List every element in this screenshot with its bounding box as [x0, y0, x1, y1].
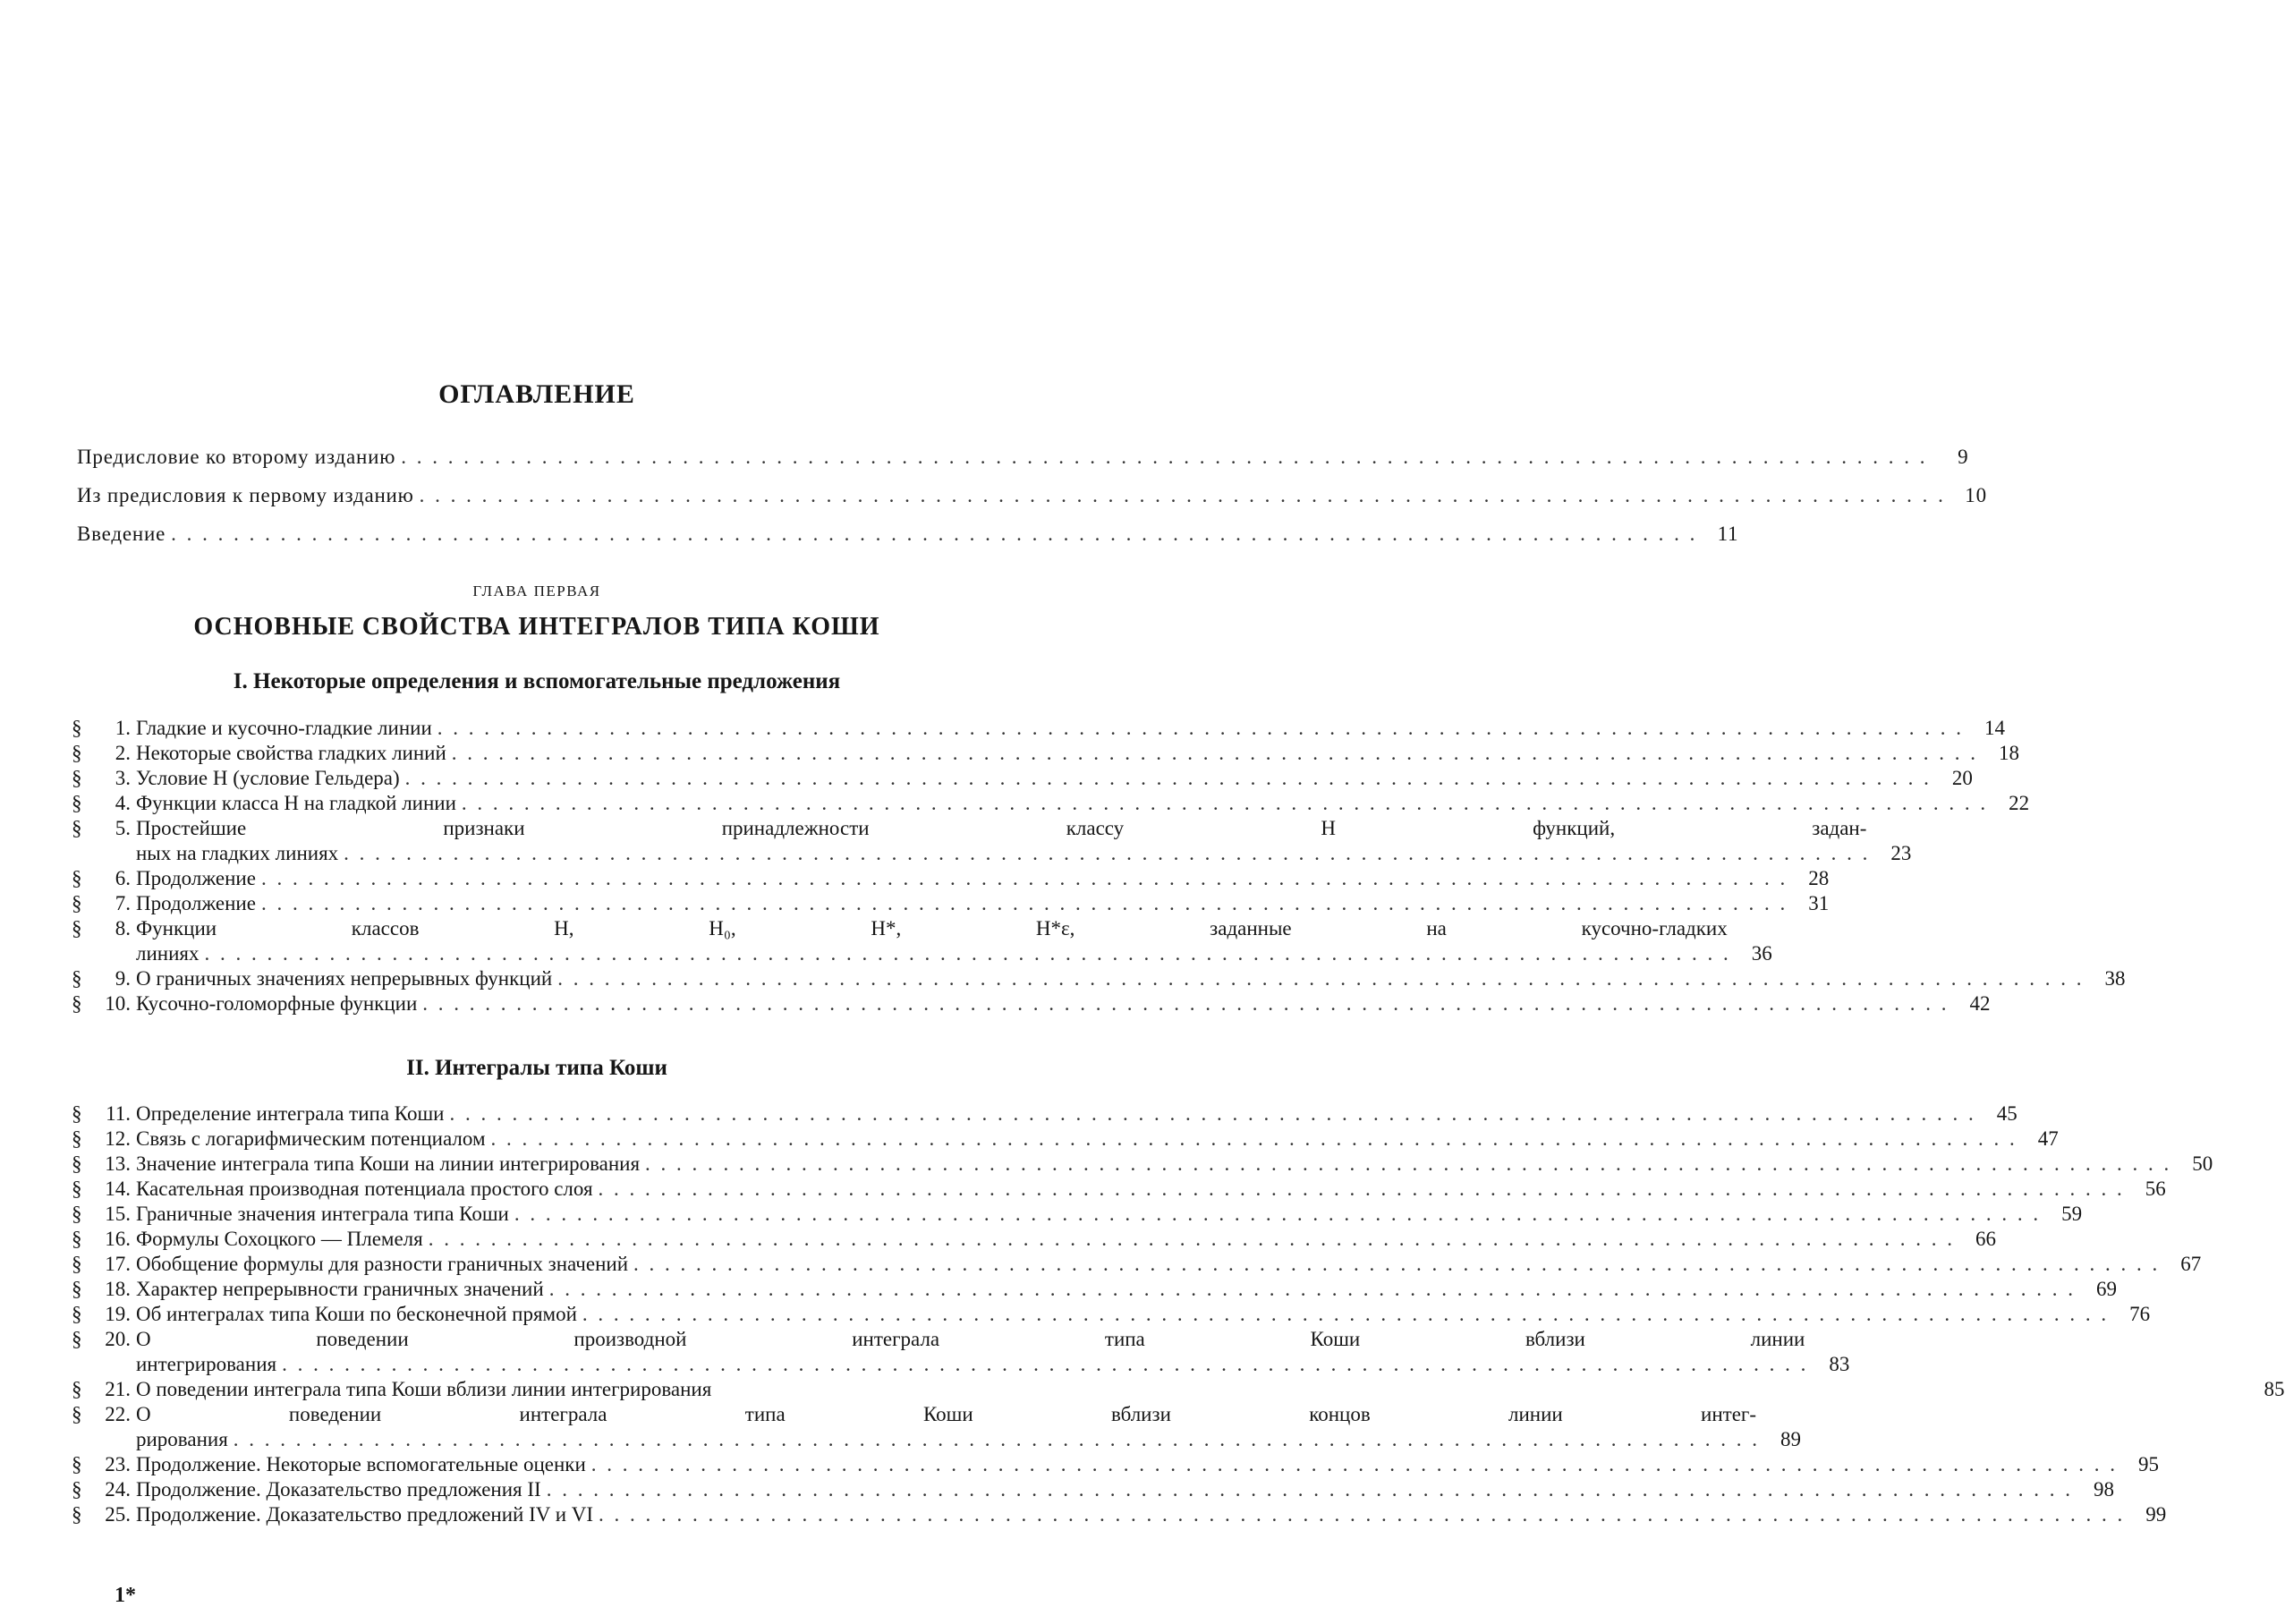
entry-title: Условие H (условие Гельдера) — [136, 767, 400, 789]
entry-title: линиях — [136, 942, 200, 965]
section-symbol: § — [72, 742, 82, 764]
page-number: 42 — [1969, 992, 1991, 1015]
entry-title: Касательная производная потенциала простого слоя — [136, 1178, 593, 1200]
section-symbol: § — [72, 1328, 82, 1350]
entry-line — [136, 841, 1911, 866]
entry-title: Определение интеграла типа Коши — [136, 1102, 445, 1125]
entry-line — [136, 1452, 2159, 1477]
toc-entry — [72, 1202, 2083, 1227]
toc-entry-title: Введение — [77, 523, 166, 545]
entry-line — [136, 1127, 2059, 1152]
toc-entry — [72, 1101, 2017, 1127]
entry-number: 18. — [105, 1278, 131, 1300]
page-number: 9 — [1958, 446, 1969, 468]
entry-line — [136, 991, 1991, 1016]
entry-line — [136, 916, 1772, 941]
entry-number: 1. — [115, 717, 131, 739]
chapter-label: ГЛАВА ПЕРВАЯ — [472, 582, 601, 599]
entry-number: 2. — [115, 742, 131, 764]
page-number: 56 — [2145, 1178, 2166, 1200]
front-matter-list — [77, 446, 1987, 561]
entry-number: 13. — [105, 1152, 131, 1175]
page-number: 23 — [1890, 842, 1912, 864]
entry-number: 16. — [105, 1228, 131, 1250]
entry-body — [136, 816, 1911, 866]
entry-line — [136, 1277, 2117, 1302]
entry-body — [136, 1302, 2150, 1327]
entry-title: О поведении интеграла типа Коши вблизи линии интегрирования — [136, 1378, 712, 1400]
section-symbol: § — [72, 1203, 82, 1225]
entry-line — [136, 1252, 2201, 1277]
section-heading-2: II. Интегралы типа Коши — [406, 1056, 667, 1080]
section-heading-1: I. Некоторые определения и вспомогательные предложения — [233, 669, 841, 693]
entry-title: Формулы Сохоцкого — Племеля — [136, 1228, 423, 1250]
dot-leader — [437, 716, 1964, 741]
section-2-entries — [72, 1101, 2285, 1527]
toc-entry-title: Из предисловия к первому изданию — [77, 484, 414, 506]
entry-title: Значение интеграла типа Коши на линии интегрирования — [136, 1152, 641, 1175]
toc-entry-title: Предисловие ко второму изданию — [77, 446, 396, 468]
entry-body — [136, 716, 2005, 741]
entry-title: интегрирования — [136, 1353, 277, 1375]
entry-line — [136, 741, 2019, 766]
page-number: 67 — [2180, 1253, 2202, 1275]
entry-title: Продолжение. Доказательство предложений IV и VI — [136, 1503, 594, 1526]
toc-entry — [72, 1127, 2059, 1152]
entry-title: Продолжение — [136, 867, 256, 889]
entry-body — [136, 1402, 1801, 1452]
dot-leader — [234, 1427, 1760, 1452]
entry-body — [136, 1227, 1996, 1252]
toc-entry — [72, 991, 1991, 1016]
entry-body — [136, 966, 2125, 991]
entry-body — [136, 741, 2019, 766]
entry-body — [136, 791, 2029, 816]
section-symbol: § — [72, 717, 82, 739]
dot-leader — [591, 1452, 2118, 1477]
toc-row — [77, 484, 1987, 523]
section-symbol: § — [72, 967, 82, 990]
page-title: ОГЛАВЛЕНИЕ — [438, 379, 635, 409]
entry-number: 5. — [115, 817, 131, 839]
section-symbol: § — [72, 1303, 82, 1325]
dot-leader — [633, 1252, 2160, 1277]
entry-line — [136, 1227, 1996, 1252]
section-1-entries — [72, 716, 2126, 1016]
dot-leader — [582, 1302, 2109, 1327]
section-symbol: § — [72, 1503, 82, 1526]
page-number: 47 — [2037, 1127, 2059, 1150]
entry-body — [136, 1202, 2082, 1227]
entry-line — [136, 1502, 2166, 1527]
toc-entry — [72, 1477, 2114, 1502]
entry-body — [136, 1452, 2159, 1477]
entry-line — [136, 941, 1772, 966]
page-number: 28 — [1808, 867, 1830, 889]
entry-number: 23. — [105, 1453, 131, 1475]
entry-line — [136, 766, 1973, 791]
toc-entry — [72, 1452, 2160, 1477]
dot-leader — [599, 1177, 2125, 1202]
entry-number: 21. — [105, 1378, 131, 1400]
entry-line — [136, 716, 2005, 741]
section-symbol: § — [72, 1178, 82, 1200]
page-number: 99 — [2145, 1503, 2167, 1526]
dot-leader — [344, 841, 1870, 866]
entry-number: 17. — [105, 1253, 131, 1275]
entry-number: 22. — [105, 1403, 131, 1425]
entry-title: ных на гладких линиях — [136, 842, 339, 864]
page-number: 11 — [1717, 523, 1739, 545]
toc-entry — [72, 966, 2126, 991]
toc-entry — [72, 891, 1830, 916]
entry-number: 14. — [105, 1178, 131, 1200]
section-symbol: § — [72, 1152, 82, 1175]
page-number: 22 — [2009, 792, 2030, 814]
toc-entry — [72, 1277, 2117, 1302]
dot-leader — [422, 991, 1949, 1016]
dot-leader — [549, 1277, 2076, 1302]
dot-leader — [261, 891, 1788, 916]
page-number: 14 — [1984, 717, 2006, 739]
dot-leader — [599, 1502, 2125, 1527]
dot-leader — [645, 1152, 2171, 1177]
entry-body — [136, 766, 1973, 791]
toc-entry — [72, 741, 2020, 766]
entry-body — [136, 991, 1991, 1016]
entry-line — [136, 1302, 2150, 1327]
toc-entry — [72, 866, 1830, 891]
page-number: 83 — [1829, 1353, 1850, 1375]
dot-leader — [405, 766, 1932, 791]
entry-title: Простейшие признаки принадлежности классу H функций, задан- — [136, 817, 1867, 839]
entry-title: Кусочно-голоморфные функции — [136, 992, 418, 1015]
entry-body — [136, 1327, 1849, 1377]
entry-number: 19. — [105, 1303, 131, 1325]
page-number: 66 — [1975, 1228, 1996, 1250]
page-number: 98 — [2093, 1478, 2114, 1501]
toc-entry — [72, 791, 2030, 816]
page-number: 59 — [2061, 1203, 2083, 1225]
section-symbol: § — [72, 1102, 82, 1125]
page-number: 69 — [2095, 1278, 2117, 1300]
entry-body — [136, 891, 1829, 916]
dot-leader — [204, 941, 1730, 966]
section-symbol: § — [72, 1403, 82, 1425]
entry-line — [136, 1101, 2017, 1127]
page-number: 18 — [1999, 742, 2020, 764]
entry-body — [136, 916, 1772, 966]
entry-body — [136, 1477, 2114, 1502]
toc-entry — [72, 916, 1772, 966]
page-number: 38 — [2104, 967, 2126, 990]
entry-title: О поведении производной интеграла типа Коши вблизи линии — [136, 1328, 1805, 1350]
section-symbol: § — [72, 892, 82, 914]
entry-body — [136, 1252, 2201, 1277]
dot-leader — [547, 1477, 2073, 1502]
section-symbol: § — [72, 1127, 82, 1150]
section-symbol: § — [72, 1278, 82, 1300]
page-number: 36 — [1751, 942, 1772, 965]
entry-line — [136, 866, 1829, 891]
entry-line — [136, 816, 1911, 841]
page-number: 95 — [2138, 1453, 2160, 1475]
dot-leader — [450, 1101, 1976, 1127]
dot-leader — [557, 966, 2084, 991]
entry-title: рирования — [136, 1428, 228, 1450]
entry-number: 25. — [105, 1503, 131, 1526]
toc-entry — [72, 1327, 1850, 1377]
section-symbol: § — [72, 1228, 82, 1250]
entry-line — [136, 1427, 1801, 1452]
dot-leader — [491, 1127, 2017, 1152]
dot-leader — [452, 741, 1978, 766]
entry-line — [136, 1327, 1849, 1352]
signature-mark: 1* — [115, 1584, 136, 1607]
dot-leader — [462, 791, 1988, 816]
toc-entry — [72, 766, 1973, 791]
section-symbol: § — [72, 867, 82, 889]
dot-leader — [171, 523, 1697, 546]
entry-line — [136, 1477, 2114, 1502]
toc-entry — [72, 1152, 2213, 1177]
entry-body — [136, 1502, 2166, 1527]
entry-title: Продолжение — [136, 892, 256, 914]
entry-body — [136, 1127, 2059, 1152]
entry-line — [136, 1377, 2285, 1402]
page-number: 85 — [2264, 1378, 2285, 1400]
entry-title: О поведении интеграла типа Коши вблизи концов линии интег- — [136, 1403, 1757, 1425]
page-number: 76 — [2129, 1303, 2151, 1325]
entry-line — [136, 1202, 2082, 1227]
entry-line — [136, 891, 1829, 916]
dot-leader — [514, 1202, 2041, 1227]
entry-body — [136, 1277, 2117, 1302]
entry-number: 10. — [105, 992, 131, 1015]
section-symbol: § — [72, 792, 82, 814]
section-symbol: § — [72, 1453, 82, 1475]
toc-entry — [72, 816, 1912, 866]
entry-title: Гладкие и кусочно-гладкие линии — [136, 717, 432, 739]
entry-title: Функции класса H на гладкой линии — [136, 792, 456, 814]
entry-body — [136, 1101, 2017, 1127]
page-number: 45 — [1996, 1102, 2017, 1125]
dot-leader — [282, 1352, 1808, 1377]
section-symbol: § — [72, 1378, 82, 1400]
toc-entry — [72, 716, 2006, 741]
entry-title: Характер непрерывности граничных значений — [136, 1278, 544, 1300]
page-number: 50 — [2192, 1152, 2213, 1175]
entry-number: 20. — [105, 1328, 131, 1350]
dot-leader — [401, 446, 1927, 469]
page-number: 31 — [1808, 892, 1830, 914]
entry-line — [136, 1352, 1849, 1377]
entry-title: Функции классов H, H₀, H*, H*ε, заданные на кусочно-гладких — [136, 917, 1728, 940]
entry-number: 12. — [105, 1127, 131, 1150]
toc-entry — [72, 1227, 1996, 1252]
page-number: 89 — [1780, 1428, 1802, 1450]
entry-body — [136, 1177, 2166, 1202]
entry-line — [136, 1152, 2213, 1177]
toc-row — [77, 523, 1739, 561]
entry-line — [136, 966, 2125, 991]
entry-title: Некоторые свойства гладких линий — [136, 742, 446, 764]
toc-entry — [72, 1252, 2202, 1277]
entry-title: Связь с логарифмическим потенциалом — [136, 1127, 486, 1150]
toc-entry — [72, 1302, 2151, 1327]
entry-number: 6. — [115, 867, 131, 889]
entry-title: Об интегралах типа Коши по бесконечной прямой — [136, 1303, 577, 1325]
entry-title: Продолжение. Доказательство предложения II — [136, 1478, 541, 1501]
entry-line — [136, 1402, 1801, 1427]
toc-entry — [72, 1502, 2167, 1527]
entry-number: 15. — [105, 1203, 131, 1225]
section-symbol: § — [72, 1253, 82, 1275]
entry-title: Граничные значения интеграла типа Коши — [136, 1203, 509, 1225]
entry-line — [136, 791, 2029, 816]
entry-number: 3. — [115, 767, 131, 789]
section-symbol: § — [72, 767, 82, 789]
toc-entry — [72, 1177, 2166, 1202]
dot-leader — [420, 484, 1946, 507]
entry-body — [136, 1152, 2213, 1177]
entry-title: Обобщение формулы для разности граничных значений — [136, 1253, 629, 1275]
entry-body — [136, 1377, 2285, 1402]
entry-number: 4. — [115, 792, 131, 814]
section-symbol: § — [72, 992, 82, 1015]
dot-leader — [429, 1227, 1955, 1252]
toc-entry — [72, 1377, 2285, 1402]
entry-number: 11. — [106, 1102, 131, 1125]
entry-number: 8. — [115, 917, 131, 940]
dot-leader — [261, 866, 1788, 891]
chapter-title: ОСНОВНЫЕ СВОЙСТВА ИНТЕГРАЛОВ ТИПА КОШИ — [193, 613, 880, 641]
page-number: 20 — [1951, 767, 1973, 789]
entry-title: Продолжение. Некоторые вспомогательные оценки — [136, 1453, 586, 1475]
toc-entry — [72, 1402, 1802, 1452]
entry-number: 9. — [115, 967, 131, 990]
entry-title: О граничных значениях непрерывных функций — [136, 967, 553, 990]
entry-body — [136, 866, 1829, 891]
entry-number: 24. — [105, 1478, 131, 1501]
toc-row — [77, 446, 1969, 484]
section-symbol: § — [72, 1478, 82, 1501]
section-symbol: § — [72, 817, 82, 839]
page-number: 10 — [1965, 484, 1987, 506]
entry-line — [136, 1177, 2166, 1202]
section-symbol: § — [72, 917, 82, 940]
entry-number: 7. — [115, 892, 131, 914]
